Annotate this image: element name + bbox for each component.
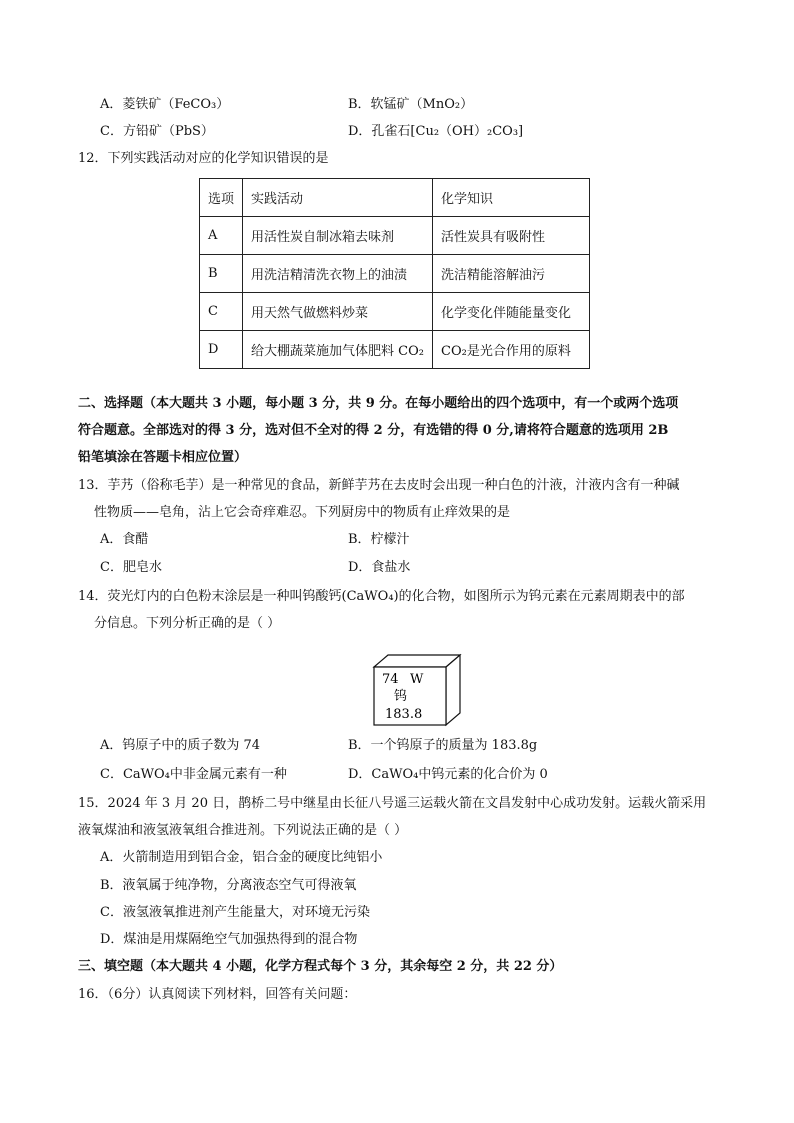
element-name: 钨 [394, 689, 408, 704]
table-cell: 洗洁精能溶解油污 [433, 255, 590, 293]
cube-side-face [446, 655, 460, 725]
q11-option-a: A．菱铁矿（FeCO₃） [100, 97, 230, 112]
table-cell: D [200, 331, 243, 369]
table-row [200, 217, 590, 255]
q14-option-d: D．CaWO₄中钨元素的化合价为 0 [348, 767, 548, 782]
q15-option-a: A．火箭制造用到铝合金，铝合金的硬度比纯铝小 [100, 850, 383, 865]
q13-option-c: C．肥皂水 [100, 560, 162, 575]
q14-option-c: C．CaWO₄中非金属元素有一种 [100, 767, 287, 782]
cube-top-face [374, 655, 460, 667]
table-row [200, 255, 590, 293]
q13-stem-line1: 13．芋艿（俗称毛芋）是一种常见的食品，新鲜芋艿在去皮时会出现一种白色的汁液，汁液内含有一种碱 [78, 478, 680, 493]
table-cell: C [200, 293, 243, 331]
table-header-cell: 化学知识 [433, 179, 590, 217]
q12-stem: 12．下列实践活动对应的化学知识错误的是 [78, 151, 329, 166]
q11-option-c: C．方铅矿（PbS） [100, 124, 214, 139]
periodic-element-figure [372, 653, 462, 727]
q11-option-d: D．孔雀石[Cu₂（OH）₂CO₃] [348, 124, 524, 139]
atomic-mass: 183.8 [385, 707, 423, 722]
table-cell: 给大棚蔬菜施加气体肥料 CO₂ [243, 331, 433, 369]
q15-stem-line2: 液氧煤油和液氢液氧组合推进剂。下列说法正确的是（ ） [78, 823, 408, 838]
table-cell: A [200, 217, 243, 255]
q15-option-c: C．液氢液氧推进剂产生能量大，对环境无污染 [100, 905, 370, 920]
table-cell: 用活性炭自制冰箱去味剂 [243, 217, 433, 255]
section3-title: 三、填空题（本大题共 4 小题，化学方程式每个 3 分，其余每空 2 分，共 22 分） [78, 959, 563, 974]
table-header-cell: 选项 [200, 179, 243, 217]
table-cell: 化学变化伴随能量变化 [433, 293, 590, 331]
q15-stem-line1: 15．2024 年 3 月 20 日，鹊桥二号中继星由长征八号遥三运载火箭在文昌发射中心成功发射。运载火箭采用 [78, 796, 707, 811]
q15-option-b: B．液氧属于纯净物，分离液态空气可得液氧 [100, 878, 357, 893]
q16-stem: 16．（6分）认真阅读下列材料，回答有关问题： [78, 987, 357, 1002]
q13-option-a: A．食醋 [100, 532, 149, 547]
q13-option-d: D．食盐水 [348, 560, 411, 575]
table-cell: B [200, 255, 243, 293]
table-header-row [200, 179, 590, 217]
q14-option-a: A．钨原子中的质子数为 74 [100, 738, 261, 753]
q14-stem-line2: 分信息。下列分析正确的是（ ） [94, 616, 281, 631]
table-header-cell: 实践活动 [243, 179, 433, 217]
q12-table [199, 178, 590, 369]
table-cell: 用天然气做燃料炒菜 [243, 293, 433, 331]
section2-line3: 铅笔填涂在答题卡相应位置） [78, 450, 248, 465]
table-row [200, 293, 590, 331]
q14-stem-line1: 14．荧光灯内的白色粉末涂层是一种叫钨酸钙(CaWO₄)的化合物，如图所示为钨元素在元素周期表中的部 [78, 589, 685, 604]
table-cell: 活性炭具有吸附性 [433, 217, 590, 255]
section2-line2: 符合题意。全部选对的得 3 分，选对但不全对的得 2 分，有选错的得 0 分,请将符合题意的选项用 2B [78, 423, 669, 438]
table-row [200, 331, 590, 369]
section2-line1: 二、选择题（本大题共 3 小题，每小题 3 分，共 9 分。在每小题给出的四个选项中，有一个或两个选项 [78, 396, 679, 411]
atomic-number: 74 [382, 672, 399, 687]
q11-option-b: B．软锰矿（MnO₂） [348, 97, 474, 112]
q15-option-d: D．煤油是用煤隔绝空气加强热得到的混合物 [100, 932, 358, 947]
q14-option-b: B．一个钨原子的质量为 183.8g [348, 738, 538, 753]
element-symbol: W [410, 672, 424, 687]
table-cell: CO₂是光合作用的原料 [433, 331, 590, 369]
q13-stem-line2: 性物质——皂角，沾上它会奇痒难忍。下列厨房中的物质有止痒效果的是 [94, 505, 511, 520]
table-cell: 用洗洁精清洗衣物上的油渍 [243, 255, 433, 293]
q13-option-b: B．柠檬汁 [348, 532, 410, 547]
